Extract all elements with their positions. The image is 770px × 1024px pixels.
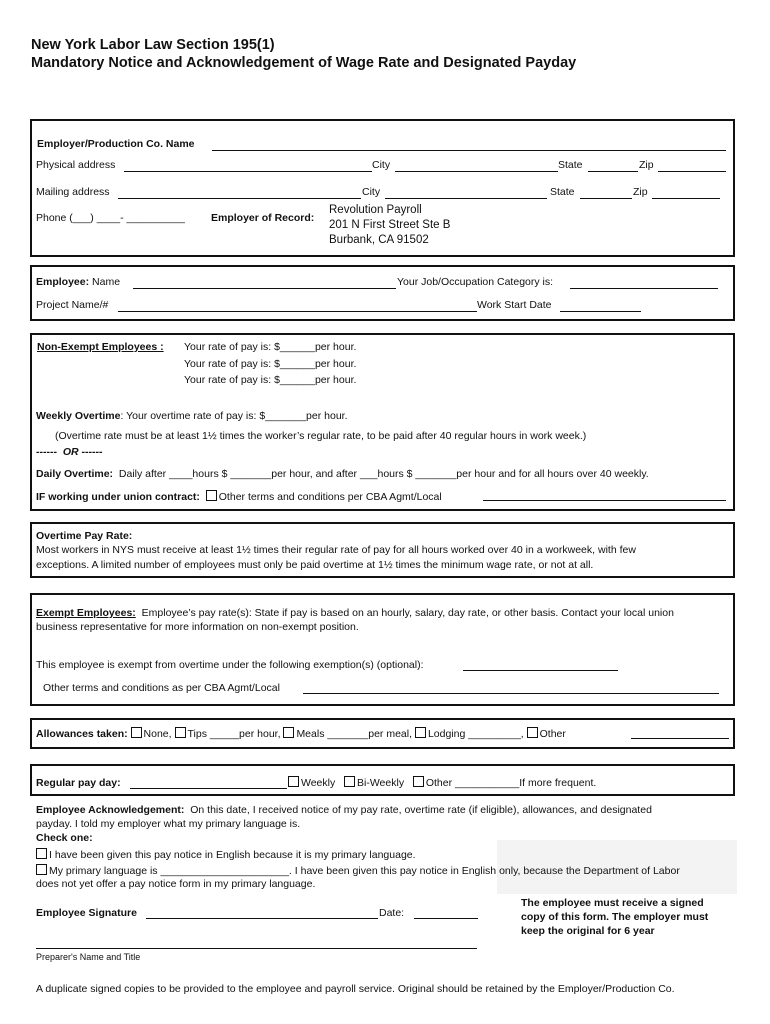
allowances-label: Allowances taken: — [36, 728, 128, 740]
payday-other-checkbox[interactable] — [413, 776, 424, 787]
mailing-state-label: State — [550, 186, 575, 198]
union-contract-row — [36, 490, 442, 503]
non-exempt-heading: Non-Exempt Employees : — [37, 341, 164, 353]
allowance-lodging-label: Lodging _________, — [427, 728, 524, 740]
or-text: OR ------ — [62, 446, 103, 458]
exempt-cba-field[interactable] — [303, 693, 719, 694]
other-language-checkbox[interactable] — [36, 864, 47, 875]
union-contract-label: IF working under union contract: — [36, 491, 200, 503]
english-primary-checkbox[interactable] — [36, 848, 47, 859]
overtime-rate-text-2: exceptions. A limited number of employees must only be paid overtime at 1½ times the minimum wage rate, or not at all. — [36, 559, 594, 571]
form-title-line-1: New York Labor Law Section 195(1) — [31, 37, 275, 53]
language-option-1 — [36, 848, 416, 861]
footer-note: A duplicate signed copies to be provided to the employee and payroll service. Original should be retained by the Employer/Production Co. — [36, 983, 675, 995]
employee-section — [30, 265, 735, 321]
payday-options — [288, 776, 596, 789]
allowance-meals-label: Meals _______per meal, — [296, 728, 413, 740]
rate-of-pay-2[interactable]: Your rate of pay is: $______per hour. — [184, 358, 357, 370]
daily-overtime-text: Daily after ____hours $ _______per hour, and after ___hours $ _______per hour and for all hours over 40 weekly. — [118, 468, 649, 480]
physical-zip-field[interactable] — [658, 171, 726, 172]
retention-notice-3: keep the original for 6 year — [521, 925, 655, 937]
mailing-state-field[interactable] — [580, 198, 632, 199]
allowances-row — [36, 727, 566, 740]
employer-name-label: Employer/Production Co. Name — [37, 138, 195, 150]
allowance-none-label: None, — [143, 728, 172, 740]
work-start-date-label: Work Start Date — [477, 299, 552, 311]
or-dashes: ------ — [36, 446, 57, 458]
preparer-field[interactable] — [36, 948, 477, 949]
physical-address-field[interactable] — [124, 171, 372, 172]
signature-date-field[interactable] — [414, 918, 478, 919]
ack-heading: Employee Acknowledgement: — [36, 804, 185, 816]
exempt-heading: Exempt Employees: — [36, 607, 136, 619]
exempt-text-1: Employee’s pay rate(s): State if pay is based on an hourly, salary, day rate, or other basis. Contact your local union — [141, 607, 674, 619]
work-start-date-field[interactable] — [560, 311, 641, 312]
rate-of-pay-3[interactable]: Your rate of pay is: $______per hour. — [184, 374, 357, 386]
weekly-overtime-row[interactable] — [36, 410, 348, 422]
allowance-tips-checkbox[interactable] — [175, 727, 186, 738]
preparer-label: Preparer's Name and Title — [36, 952, 141, 962]
union-terms-checkbox[interactable] — [206, 490, 217, 501]
allowance-other-field[interactable] — [631, 738, 729, 739]
exemption-field[interactable] — [463, 670, 618, 671]
allowance-other-checkbox[interactable] — [527, 727, 538, 738]
mailing-zip-label: Zip — [633, 186, 648, 198]
rate-of-pay-1[interactable]: Your rate of pay is: $______per hour. — [184, 341, 357, 353]
mailing-city-field[interactable] — [385, 198, 547, 199]
physical-state-label: State — [558, 159, 583, 171]
overtime-rate-heading: Overtime Pay Rate: — [36, 530, 133, 542]
physical-state-field[interactable] — [588, 171, 638, 172]
payday-field[interactable] — [130, 788, 287, 789]
retention-notice-2: copy of this form. The employer must — [521, 911, 709, 923]
payday-biweekly-checkbox[interactable] — [344, 776, 355, 787]
allowance-other-label: Other — [539, 728, 566, 740]
employee-signature-label: Employee Signature — [36, 907, 137, 919]
project-name-field[interactable] — [118, 311, 477, 312]
form-title-line-2: Mandatory Notice and Acknowledgement of Wage Rate and Designated Payday — [31, 55, 577, 71]
eor-street: 201 N First Street Ste B — [329, 219, 451, 231]
exemption-label: This employee is exempt from overtime under the following exemption(s) (optional): — [36, 659, 424, 671]
language-option-2 — [36, 864, 680, 877]
mailing-zip-field[interactable] — [652, 198, 720, 199]
or-divider — [36, 446, 102, 458]
employee-name-row — [36, 276, 120, 288]
phone-label[interactable]: Phone (___) ____- __________ — [36, 212, 185, 224]
mailing-address-field[interactable] — [118, 198, 361, 199]
allowance-meals-checkbox[interactable] — [283, 727, 294, 738]
english-primary-label: I have been given this pay notice in English because it is my primary language. — [49, 849, 416, 861]
weekly-overtime-text: : Your overtime rate of pay is: $_______per hour. — [120, 410, 348, 422]
physical-address-label: Physical address — [36, 159, 116, 171]
payday-label: Regular pay day: — [36, 777, 121, 789]
payday-weekly-label: Weekly — [301, 777, 336, 789]
ack-text-2: payday. I told my employer what my primary language is. — [36, 818, 301, 830]
allowance-tips-label: Tips _____per hour, — [187, 728, 281, 740]
ack-row-1 — [36, 804, 652, 816]
exempt-text-row — [36, 607, 674, 619]
daily-overtime-row[interactable] — [36, 468, 649, 480]
overtime-rate-text-1: Most workers in NYS must receive at least 1½ times their regular rate of pay for all hours worked over 40 in a workweek, with few — [36, 544, 636, 556]
employee-name-label: Name — [92, 276, 121, 288]
union-terms-label: Other terms and conditions per CBA Agmt/Local — [218, 491, 442, 503]
employer-of-record-label: Employer of Record: — [211, 212, 315, 224]
daily-overtime-label: Daily Overtime: — [36, 468, 114, 480]
ack-text-1: On this date, I received notice of my pay rate, overtime rate (if eligible), allowances, and designated — [190, 804, 652, 816]
allowance-none-checkbox[interactable] — [131, 727, 142, 738]
weekly-overtime-label: Weekly Overtime — [36, 410, 121, 422]
employee-signature-field[interactable] — [146, 918, 378, 919]
physical-city-field[interactable] — [395, 171, 558, 172]
allowance-lodging-checkbox[interactable] — [415, 727, 426, 738]
language-option-2b: does not yet offer a pay notice form in my primary language. — [36, 878, 316, 890]
payday-biweekly-label: Bi-Weekly — [357, 777, 405, 789]
employer-name-field[interactable] — [212, 150, 726, 151]
job-category-label: Your Job/Occupation Category is: — [397, 276, 554, 288]
check-one-label: Check one: — [36, 832, 93, 844]
physical-zip-label: Zip — [639, 159, 654, 171]
project-name-label: Project Name/# — [36, 299, 109, 311]
job-category-field[interactable] — [570, 288, 718, 289]
non-exempt-section — [30, 333, 735, 511]
payday-other-label: Other ___________If more frequent. — [425, 777, 597, 789]
employee-label: Employee: — [36, 276, 90, 288]
exempt-text-2: business representative for more information on non-exempt position. — [36, 621, 359, 633]
retention-notice-1: The employee must receive a signed — [521, 897, 704, 909]
physical-city-label: City — [372, 159, 391, 171]
payday-weekly-checkbox[interactable] — [288, 776, 299, 787]
eor-name: Revolution Payroll — [329, 204, 422, 216]
eor-city: Burbank, CA 91502 — [329, 234, 429, 246]
mailing-city-label: City — [362, 186, 381, 198]
mailing-address-label: Mailing address — [36, 186, 110, 198]
signature-date-label: Date: — [379, 907, 405, 919]
union-agmt-field[interactable] — [483, 500, 726, 501]
employee-name-field[interactable] — [133, 288, 396, 289]
other-language-label: My primary language is ______________________. I have been given this pay notice in English only, because the Department of Labor — [49, 865, 680, 877]
exempt-cba-label: Other terms and conditions as per CBA Agmt/Local — [43, 682, 280, 694]
overtime-note: (Overtime rate must be at least 1½ times the worker’s regular rate, to be paid after 40 regular hours in work week.) — [55, 430, 587, 442]
